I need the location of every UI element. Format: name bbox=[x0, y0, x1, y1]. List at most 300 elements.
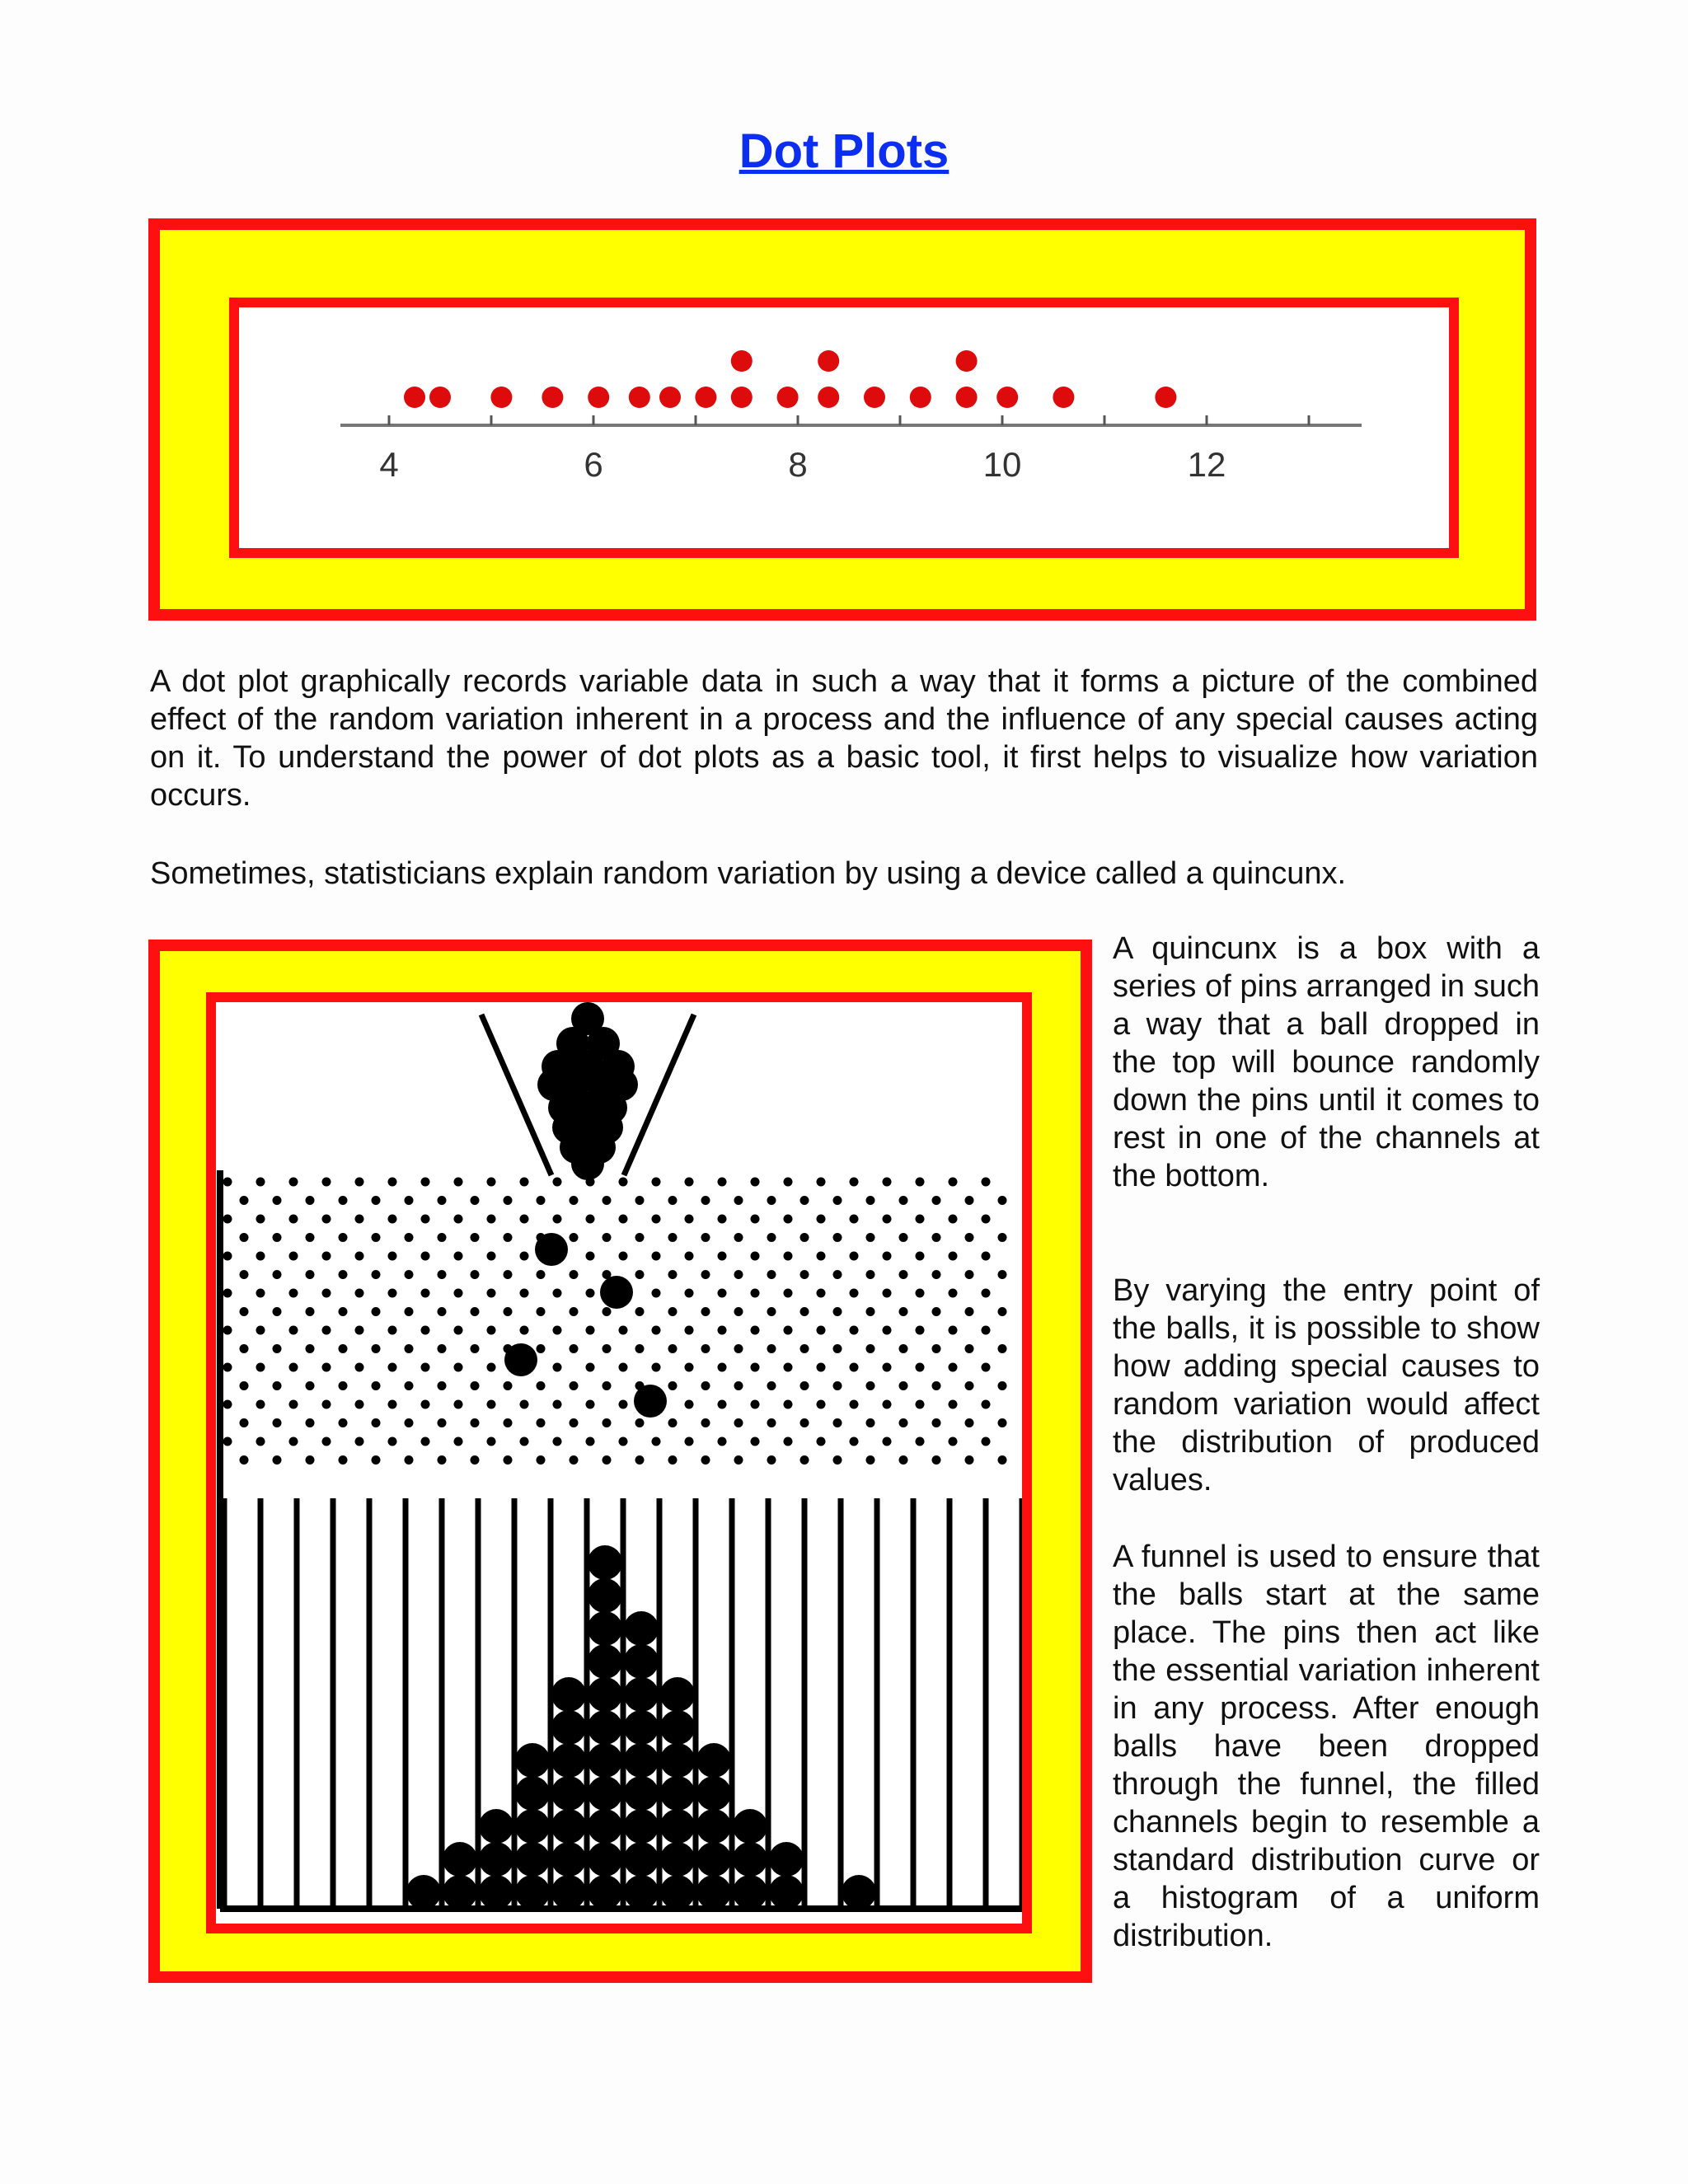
pin bbox=[916, 1289, 925, 1298]
pin bbox=[487, 1400, 496, 1409]
pin bbox=[339, 1381, 348, 1390]
pin bbox=[339, 1418, 348, 1427]
pin bbox=[372, 1418, 381, 1427]
pin bbox=[668, 1381, 678, 1390]
pin bbox=[982, 1400, 991, 1409]
pin bbox=[322, 1215, 331, 1224]
pin bbox=[982, 1289, 991, 1298]
pin bbox=[537, 1270, 546, 1279]
pin bbox=[668, 1270, 678, 1279]
pin bbox=[883, 1326, 892, 1335]
pin bbox=[372, 1381, 381, 1390]
pin bbox=[553, 1215, 562, 1224]
pin bbox=[833, 1233, 842, 1242]
channel-ball bbox=[479, 1842, 513, 1877]
data-dot bbox=[404, 387, 425, 408]
pin bbox=[982, 1326, 991, 1335]
pin bbox=[240, 1233, 249, 1242]
pin bbox=[487, 1363, 496, 1372]
pin bbox=[800, 1196, 809, 1205]
pin bbox=[273, 1270, 282, 1279]
pin bbox=[883, 1437, 892, 1446]
pin bbox=[866, 1233, 875, 1242]
pin bbox=[817, 1252, 826, 1261]
pin bbox=[965, 1270, 974, 1279]
pin bbox=[223, 1400, 232, 1409]
pin bbox=[306, 1344, 315, 1353]
pin bbox=[355, 1437, 364, 1446]
pin bbox=[454, 1400, 463, 1409]
pin bbox=[800, 1418, 809, 1427]
pin bbox=[685, 1215, 694, 1224]
pin bbox=[421, 1289, 430, 1298]
pin bbox=[701, 1233, 710, 1242]
pin bbox=[223, 1215, 232, 1224]
pin bbox=[388, 1178, 397, 1187]
pin bbox=[223, 1437, 232, 1446]
pin bbox=[537, 1455, 546, 1465]
pin bbox=[537, 1344, 546, 1353]
pin bbox=[734, 1381, 743, 1390]
pin bbox=[273, 1381, 282, 1390]
pin bbox=[784, 1326, 793, 1335]
pin bbox=[471, 1455, 480, 1465]
pin bbox=[256, 1363, 265, 1372]
channel-ball bbox=[696, 1875, 731, 1910]
pin bbox=[388, 1400, 397, 1409]
pin bbox=[471, 1381, 480, 1390]
pin bbox=[273, 1233, 282, 1242]
pin bbox=[240, 1270, 249, 1279]
channel-ball bbox=[515, 1743, 550, 1778]
channel-ball bbox=[660, 1710, 695, 1745]
pin bbox=[701, 1307, 710, 1316]
pin bbox=[438, 1233, 447, 1242]
pin bbox=[372, 1344, 381, 1353]
pin bbox=[751, 1252, 760, 1261]
data-dot bbox=[818, 350, 839, 372]
pin bbox=[817, 1326, 826, 1335]
pin bbox=[949, 1363, 958, 1372]
pin bbox=[256, 1437, 265, 1446]
data-dot bbox=[429, 387, 451, 408]
pin bbox=[289, 1252, 298, 1261]
intro-paragraph: A dot plot graphically records variable data in such a way that it forms a picture of the combined effect of the random variation inherent in a process and the influence of any special causes acting on it. To understand the power of dot plots as a basic tool, it first helps to visualize how variation occurs. bbox=[150, 664, 1538, 813]
pin bbox=[586, 1252, 595, 1261]
pin bbox=[916, 1363, 925, 1372]
pin bbox=[635, 1196, 645, 1205]
pin bbox=[932, 1455, 941, 1465]
pin bbox=[619, 1363, 628, 1372]
pin bbox=[635, 1307, 645, 1316]
pin bbox=[751, 1326, 760, 1335]
pin bbox=[850, 1363, 859, 1372]
pin bbox=[306, 1455, 315, 1465]
pin bbox=[965, 1418, 974, 1427]
pin bbox=[471, 1344, 480, 1353]
pin bbox=[916, 1215, 925, 1224]
channel-ball bbox=[443, 1842, 477, 1877]
pin bbox=[537, 1381, 546, 1390]
pin bbox=[553, 1363, 562, 1372]
x-tick-label: 12 bbox=[1187, 445, 1226, 484]
pin bbox=[817, 1400, 826, 1409]
pin bbox=[932, 1233, 941, 1242]
pin bbox=[767, 1381, 776, 1390]
pin bbox=[866, 1270, 875, 1279]
pin bbox=[949, 1289, 958, 1298]
pin bbox=[405, 1307, 414, 1316]
pin bbox=[767, 1307, 776, 1316]
pin bbox=[619, 1437, 628, 1446]
pin bbox=[850, 1215, 859, 1224]
data-dot bbox=[910, 387, 931, 408]
pin bbox=[899, 1233, 908, 1242]
pin bbox=[767, 1270, 776, 1279]
pin bbox=[570, 1270, 579, 1279]
pin bbox=[734, 1233, 743, 1242]
data-dot bbox=[864, 387, 885, 408]
funnel-ball bbox=[571, 1147, 604, 1180]
pin bbox=[388, 1363, 397, 1372]
pin bbox=[965, 1307, 974, 1316]
pin bbox=[784, 1252, 793, 1261]
pin bbox=[586, 1289, 595, 1298]
pin bbox=[603, 1344, 612, 1353]
pin bbox=[668, 1418, 678, 1427]
pin bbox=[833, 1455, 842, 1465]
pin bbox=[355, 1289, 364, 1298]
pin bbox=[784, 1289, 793, 1298]
pin bbox=[800, 1344, 809, 1353]
channel-ball bbox=[588, 1875, 622, 1910]
channel-ball bbox=[624, 1710, 659, 1745]
pin bbox=[751, 1437, 760, 1446]
funnel-left-wall bbox=[481, 1015, 551, 1175]
pin bbox=[751, 1400, 760, 1409]
pin bbox=[718, 1289, 727, 1298]
pin bbox=[405, 1196, 414, 1205]
pin bbox=[586, 1437, 595, 1446]
pin bbox=[833, 1196, 842, 1205]
pin bbox=[916, 1252, 925, 1261]
pin bbox=[405, 1455, 414, 1465]
pin bbox=[833, 1381, 842, 1390]
pin bbox=[273, 1307, 282, 1316]
pin bbox=[405, 1381, 414, 1390]
pin bbox=[355, 1252, 364, 1261]
channel-ball bbox=[551, 1875, 586, 1910]
pin bbox=[388, 1326, 397, 1335]
channel-ball bbox=[696, 1743, 731, 1778]
pin bbox=[685, 1326, 694, 1335]
pin bbox=[751, 1363, 760, 1372]
channel-ball bbox=[443, 1875, 477, 1910]
pin bbox=[487, 1178, 496, 1187]
pin bbox=[339, 1455, 348, 1465]
channel-ball bbox=[588, 1611, 622, 1646]
bouncing-ball bbox=[600, 1276, 633, 1309]
pin bbox=[586, 1363, 595, 1372]
pin bbox=[998, 1344, 1007, 1353]
pin bbox=[421, 1363, 430, 1372]
pin bbox=[339, 1344, 348, 1353]
pin bbox=[998, 1381, 1007, 1390]
pin bbox=[256, 1326, 265, 1335]
pin bbox=[635, 1233, 645, 1242]
pin bbox=[570, 1307, 579, 1316]
pin bbox=[883, 1289, 892, 1298]
channel-ball bbox=[624, 1875, 659, 1910]
dot-plot-frame bbox=[148, 218, 1536, 621]
pin bbox=[652, 1326, 661, 1335]
pin bbox=[421, 1178, 430, 1187]
pin bbox=[504, 1381, 513, 1390]
pin bbox=[438, 1344, 447, 1353]
data-dot bbox=[490, 387, 512, 408]
pin bbox=[405, 1270, 414, 1279]
pin bbox=[652, 1289, 661, 1298]
pin bbox=[652, 1252, 661, 1261]
pin bbox=[256, 1215, 265, 1224]
pin bbox=[570, 1381, 579, 1390]
quincunx-intro-paragraph: Sometimes, statisticians explain random variation by using a device called a quincunx. bbox=[150, 856, 1347, 891]
pin bbox=[866, 1418, 875, 1427]
pin bbox=[421, 1400, 430, 1409]
data-dot bbox=[659, 387, 681, 408]
channel-ball bbox=[660, 1743, 695, 1778]
pin bbox=[718, 1326, 727, 1335]
pin bbox=[817, 1437, 826, 1446]
channel-ball bbox=[696, 1809, 731, 1844]
pin bbox=[322, 1363, 331, 1372]
pin bbox=[817, 1289, 826, 1298]
pin bbox=[520, 1178, 529, 1187]
pin bbox=[718, 1363, 727, 1372]
pin bbox=[932, 1381, 941, 1390]
x-tick-label: 8 bbox=[788, 445, 808, 484]
pin bbox=[949, 1326, 958, 1335]
data-dot bbox=[588, 387, 609, 408]
pin bbox=[487, 1252, 496, 1261]
pin bbox=[487, 1437, 496, 1446]
pin bbox=[635, 1344, 645, 1353]
pin bbox=[372, 1307, 381, 1316]
channel-ball bbox=[624, 1677, 659, 1712]
pin bbox=[454, 1289, 463, 1298]
pin bbox=[603, 1196, 612, 1205]
pin bbox=[685, 1363, 694, 1372]
pin bbox=[949, 1252, 958, 1261]
channel-ball bbox=[515, 1875, 550, 1910]
data-dot bbox=[777, 387, 799, 408]
pin bbox=[998, 1455, 1007, 1465]
pin bbox=[405, 1233, 414, 1242]
pin bbox=[240, 1381, 249, 1390]
pin bbox=[718, 1252, 727, 1261]
bouncing-ball bbox=[504, 1343, 537, 1376]
pin bbox=[520, 1326, 529, 1335]
pin bbox=[635, 1270, 645, 1279]
pin bbox=[603, 1381, 612, 1390]
pin bbox=[322, 1437, 331, 1446]
pin bbox=[800, 1307, 809, 1316]
pin bbox=[322, 1400, 331, 1409]
pin bbox=[734, 1270, 743, 1279]
pin bbox=[471, 1307, 480, 1316]
channel-ball bbox=[588, 1677, 622, 1712]
pin bbox=[339, 1233, 348, 1242]
pin bbox=[998, 1196, 1007, 1205]
pin bbox=[553, 1400, 562, 1409]
pin bbox=[487, 1215, 496, 1224]
pin bbox=[306, 1270, 315, 1279]
pin bbox=[603, 1307, 612, 1316]
pin bbox=[289, 1326, 298, 1335]
pin bbox=[339, 1307, 348, 1316]
pin bbox=[833, 1307, 842, 1316]
pin bbox=[932, 1418, 941, 1427]
pin bbox=[916, 1437, 925, 1446]
pin bbox=[652, 1178, 661, 1187]
pin bbox=[833, 1344, 842, 1353]
channel-ball bbox=[588, 1710, 622, 1745]
pin bbox=[289, 1400, 298, 1409]
pin bbox=[553, 1437, 562, 1446]
pin bbox=[883, 1215, 892, 1224]
pin bbox=[866, 1455, 875, 1465]
channel-ball bbox=[624, 1809, 659, 1844]
pin bbox=[685, 1289, 694, 1298]
pin bbox=[701, 1455, 710, 1465]
pin bbox=[421, 1326, 430, 1335]
pin bbox=[619, 1178, 628, 1187]
pin bbox=[734, 1196, 743, 1205]
pin bbox=[619, 1252, 628, 1261]
channel-ball bbox=[588, 1776, 622, 1811]
quincunx-description-paragraph: A quincunx is a box with a series of pins arranged in such a way that a ball dropped in the top will bounce randomly down the pins until it comes to rest in one of the channels at the bottom. bbox=[1113, 931, 1540, 1193]
pin bbox=[883, 1178, 892, 1187]
pin bbox=[817, 1215, 826, 1224]
channel-ball bbox=[624, 1743, 659, 1778]
pin bbox=[355, 1326, 364, 1335]
pin bbox=[388, 1215, 397, 1224]
pin bbox=[949, 1400, 958, 1409]
pin bbox=[372, 1455, 381, 1465]
pin bbox=[256, 1289, 265, 1298]
channel-ball bbox=[479, 1875, 513, 1910]
pin bbox=[273, 1196, 282, 1205]
channel-ball bbox=[551, 1842, 586, 1877]
pin bbox=[784, 1400, 793, 1409]
pin bbox=[553, 1289, 562, 1298]
funnel-right-wall bbox=[624, 1015, 694, 1175]
data-dot bbox=[1155, 387, 1176, 408]
pin bbox=[751, 1289, 760, 1298]
channel-ball bbox=[660, 1875, 695, 1910]
pin bbox=[520, 1289, 529, 1298]
pin bbox=[817, 1178, 826, 1187]
pin bbox=[899, 1455, 908, 1465]
pin bbox=[932, 1307, 941, 1316]
pin bbox=[603, 1418, 612, 1427]
pin bbox=[883, 1252, 892, 1261]
channel-ball bbox=[733, 1875, 767, 1910]
channel-ball bbox=[588, 1809, 622, 1844]
pin bbox=[240, 1455, 249, 1465]
pin bbox=[982, 1215, 991, 1224]
pin bbox=[372, 1233, 381, 1242]
pin bbox=[520, 1215, 529, 1224]
pin bbox=[619, 1215, 628, 1224]
pin bbox=[916, 1178, 925, 1187]
pin bbox=[273, 1418, 282, 1427]
pin bbox=[471, 1196, 480, 1205]
pin bbox=[767, 1455, 776, 1465]
pin bbox=[520, 1252, 529, 1261]
pin bbox=[800, 1270, 809, 1279]
pin bbox=[965, 1196, 974, 1205]
pin bbox=[635, 1455, 645, 1465]
pin bbox=[685, 1437, 694, 1446]
channel-ball bbox=[842, 1875, 876, 1910]
data-dot bbox=[956, 387, 978, 408]
pin bbox=[718, 1178, 727, 1187]
pin bbox=[306, 1307, 315, 1316]
pin bbox=[850, 1289, 859, 1298]
pin bbox=[685, 1252, 694, 1261]
pin bbox=[405, 1418, 414, 1427]
pin bbox=[982, 1252, 991, 1261]
pin bbox=[899, 1307, 908, 1316]
pin bbox=[256, 1178, 265, 1187]
pin bbox=[223, 1326, 232, 1335]
pin bbox=[767, 1344, 776, 1353]
pin bbox=[982, 1178, 991, 1187]
x-tick-label: 6 bbox=[584, 445, 603, 484]
pin bbox=[899, 1344, 908, 1353]
pin bbox=[223, 1363, 232, 1372]
pin bbox=[850, 1178, 859, 1187]
channel-ball bbox=[588, 1644, 622, 1679]
pin bbox=[784, 1437, 793, 1446]
pin bbox=[322, 1178, 331, 1187]
pin bbox=[916, 1326, 925, 1335]
pin bbox=[570, 1344, 579, 1353]
pin bbox=[240, 1418, 249, 1427]
quincunx-frame bbox=[148, 940, 1092, 1983]
pin bbox=[619, 1400, 628, 1409]
x-tick-label: 10 bbox=[982, 445, 1022, 484]
pin bbox=[256, 1400, 265, 1409]
pin bbox=[553, 1326, 562, 1335]
channel-ball bbox=[551, 1677, 586, 1712]
x-tick-label: 4 bbox=[379, 445, 399, 484]
channel-ball bbox=[588, 1545, 622, 1580]
page-title[interactable]: Dot Plots bbox=[738, 124, 950, 178]
pin bbox=[322, 1289, 331, 1298]
pin bbox=[899, 1270, 908, 1279]
pin bbox=[289, 1363, 298, 1372]
pin bbox=[784, 1178, 793, 1187]
pin bbox=[850, 1400, 859, 1409]
pin bbox=[685, 1400, 694, 1409]
pin bbox=[306, 1418, 315, 1427]
pin bbox=[668, 1344, 678, 1353]
pin bbox=[932, 1270, 941, 1279]
pin bbox=[586, 1400, 595, 1409]
pin bbox=[965, 1381, 974, 1390]
